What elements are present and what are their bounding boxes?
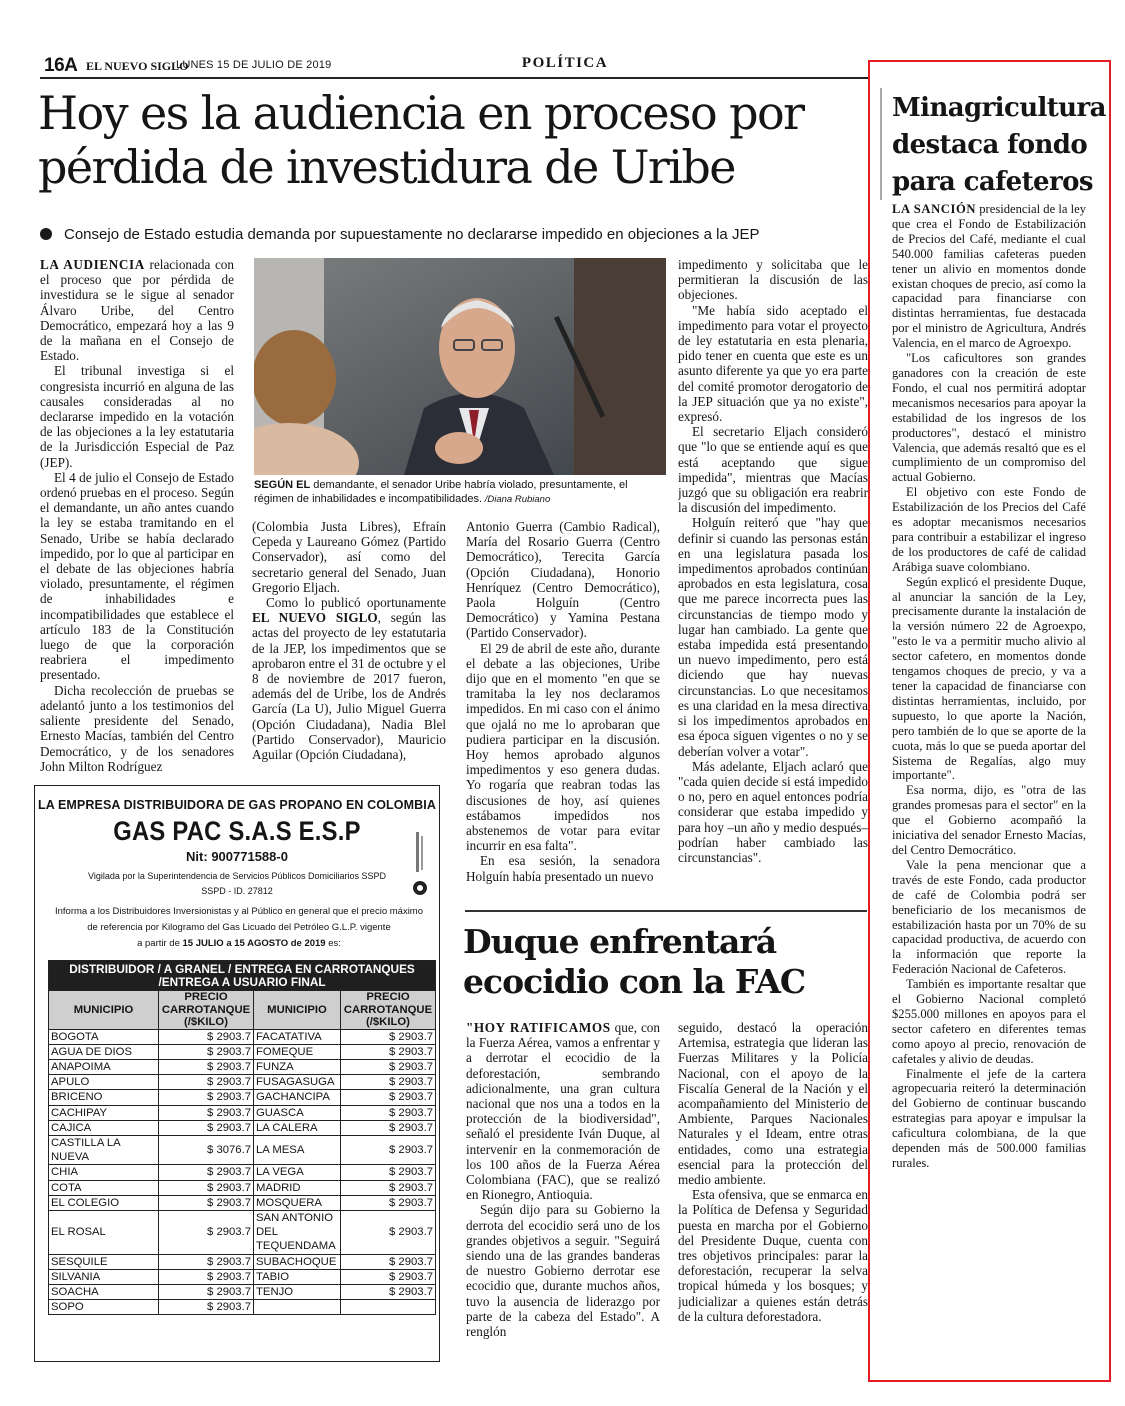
table-row: APULO $ 2903.7 FUSAGASUGA $ 2903.7: [49, 1075, 436, 1090]
article-paragraph: seguido, destacó la operación Artemisa, estrategia que lideran las Fuerzas Militares y la Policía Nacional, con el apoyo de la Fiscalía General de la Nación y el acompañamiento del Ministerio de Ambiente, Parques Nacionales Naturales y el Ideam, entre otras entidades, como una estrategia esencial para la protección del medio ambiente.: [678, 1020, 868, 1188]
article-paragraph: Antonio Guerra (Cambio Radical), María del Rosario Guerra (Centro Democrático), Terecita García (Opción Ciudadana), Honorio Henríquez (Centro Democrático), Paola Holguín (Centro Democrático) y Yamina Pestana (Partido Conservador).: [466, 519, 660, 641]
article-lead-word: LA AUDIENCIA: [40, 257, 145, 272]
table-row: SOPO $ 2903.7: [49, 1300, 436, 1315]
table-row: CACHIPAY $ 2903.7 GUASCA $ 2903.7: [49, 1105, 436, 1120]
article-paragraph: impedimento y solicitaba que le permitieran la discusión de las objeciones.: [678, 257, 868, 303]
page-number: 16A: [44, 55, 78, 76]
article-paragraph: "Me había sido aceptado el impedimento para votar el proyecto de ley estatutaria en esta plenaria, pido tener en cuenta que este es un asunto diferente ya que yo era parte del comité promotor derogatorio de la JEP situación que ya no existe", expresó.: [678, 302, 868, 425]
photo-caption: [254, 478, 666, 507]
senator-photo-illustration: [254, 258, 666, 475]
ad-nit: Nit: 900771588-0: [186, 849, 288, 864]
table-row: EL COLEGIO $ 2903.7 MOSQUERA $ 2903.7: [49, 1195, 436, 1210]
table-row: SOACHA $ 2903.7 TENJO $ 2903.7: [49, 1284, 436, 1299]
ad-sspd-id: SSPD - ID. 27812: [201, 886, 273, 896]
article-column-3: [466, 519, 660, 884]
table-row: SESQUILE $ 2903.7 SUBACHOQUE $ 2903.7: [49, 1254, 436, 1269]
table-row: BRICENO $ 2903.7 GACHANCIPA $ 2903.7: [49, 1090, 436, 1105]
masthead-rule: [40, 77, 868, 79]
article-paragraph: El tribunal investiga si el congresista incurrió en alguna de las causales consideradas al no declararse impedido en la votación de las objeciones a la ley estatutaria de la Jurisdicción Especial de Paz (JEP).: [40, 363, 234, 470]
article-column-2: [252, 519, 446, 762]
issue-date: LUNES 15 DE JULIO DE 2019: [176, 59, 332, 71]
photo-caption-text: demandante, el senador Uribe habría violado, presuntamente, el régimen de inhabilidades e incompatibilidades.: [254, 479, 628, 505]
article-paragraph: En esa sesión, la senadora Holguín había presentado un nuevo: [466, 853, 660, 884]
article-paragraph: Según explicó el presidente Duque, al anunciar la sanción de la Ley, precisamente durante la instalación de la versión número 22 de Agroexpo, "esto le va a permitir mucho alivio al sector cafetero, en momentos donde tengamos choques de precio, y va a tener la capacidad de financiarse con distintas herramientas, incluido, por supuesto, lo que aporte la Nación, pero también de lo que se aporte de la cuota, más lo que se pueda aportar del Sistema de Regalías, algo muy importante".: [892, 574, 1086, 783]
article-lead-word: "HOY RATIFICAMOS: [466, 1020, 611, 1035]
article-paragraph: El 4 de julio el Consejo de Estado ordenó pruebas en el proceso. Según el demandante, un año antes cuando la ley se estaba tramitando en el Senado, Uribe se había declarado impedido, por lo que al participar en el debate de las objeciones habría violado, presuntamente, el régimen de inhabilidades e incompatibilidades que establece el artículo 183 de la Constitución luego de que la corporación reabriera el impedimento presentado.: [40, 469, 234, 683]
article-paragraph: El 29 de abril de este año, durante el debate a las objeciones, Uribe dijo que en el momento "en que se tramitaba la ley nos declaramos impedidos. En mi caso con el ánimo que ojalá no me lo aprobaran que pudiera participar en la discusión. Hoy hemos aprobado algunos impedimentos y eso genera dudas. Yo rogaría que reabran todas las discusiones de hoy, así quienes estábamos impedidos nos abstenemos de votar para evitar incurrir en esa falta".: [466, 640, 660, 854]
article-paragraph: Como lo publicó oportunamente EL NUEVO SIGLO, según las actas del proyecto de ley estatutaria de la JEP, los impedimentos que se aprobaron entre el 31 de octubre y el 8 de noviembre de 2017 fueron, además del de Uribe, los de Andrés García (La U), Julio Miguel Guerra (Opción Ciudadana), Nadia Blel (Partido Conservador), Mauricio Aguilar (Opción Ciudadana),: [252, 595, 446, 763]
column-header-precio: PRECIO CARROTANQUE (/$KILO): [340, 991, 435, 1030]
sidebar-headline: Minagricultura destaca fondo para cafeteros: [892, 93, 1106, 197]
news-photo: [254, 258, 666, 475]
article-lead-word: LA SANCIÓN: [892, 202, 977, 216]
article-paragraph: Dicha recolección de pruebas se adelantó junto a los testimonios del saliente presidente del Senado, Ernesto Macías, también del Centro Democrático, y de los senadores John Milton Rodríguez: [40, 682, 234, 774]
table-row: CHIA $ 2903.7 LA VEGA $ 2903.7: [49, 1165, 436, 1180]
ad-validity-dates: 15 JULIO a 15 AGOSTO de 2019: [182, 938, 326, 949]
duque-column-2: [678, 1020, 868, 1362]
table-row: BOGOTA $ 2903.7 FACATATIVA $ 2903.7: [49, 1029, 436, 1044]
ad-intro: LA EMPRESA DISTRIBUIDORA DE GAS PROPANO EN COLOMBIA: [38, 798, 436, 812]
main-headline-line2: pérdida de investidura de Uribe: [38, 140, 735, 194]
column-header-precio: PRECIO CARROTANQUE (/$KILO): [159, 991, 254, 1030]
gas-price-table: [48, 960, 436, 1315]
story-divider: [465, 910, 867, 912]
ad-company-name: GAS PAC S.A.S E.S.P: [113, 816, 361, 846]
main-headline: [38, 86, 858, 194]
article-column-4: [678, 257, 868, 895]
superservicios-seal-icon: [408, 830, 432, 898]
article-paragraph: Holguín reiteró que "hay que definir si cuando las personas están en una legislatura pasada los impedimentos aprobados continúan aprobados en esta legislatura, cosa que me parece incorrecta pues las circunstancias de tiempo modo y lugar han cambiado. La gente que estaba impedida está presentando un nuevo impedimento, pero está diciendo que hay nuevas circunstancias. Lo que necesitamos es una claridad en la mesa directiva si los impedimentos aprobados en esa época siguen vigentes o no y se deberían volver a votar".: [678, 515, 868, 759]
article-paragraph: (Colombia Justa Libres), Efraín Cepeda y Laureano Gómez (Partido Conservador), así como del secretario general del Senado, Juan Gregorio Eljach.: [252, 519, 446, 595]
article-paragraph: LA SANCIÓN presidencial de la ley que crea el Fondo de Estabilización de Precios del Café, mediante el cual 540.000 familias cafeteras pueden tener un alivio en momentos donde existan choques de precio, así como la capacidad para financiarse con distintas herramientas, fue destacada por el ministro de Agricultura, Andrés Valencia, en el marco de Agroexpo.: [892, 202, 1086, 351]
article-paragraph: Finalmente el jefe de la cartera agropecuaria reiteró la determinación del Gobierno de continuar buscando estrategias para apoyar e impulsar la caficultura colombiana, de la que dependen más de 500.000 familias rurales.: [892, 1066, 1086, 1170]
photo-credit: /Diana Rubiano: [482, 494, 551, 505]
article-paragraph: También es importante resaltar que el Gobierno Nacional completó $255.000 millones en apoyos para el sector cafetero en diferentes temas como apoyo al precio, renovación de cafetales y alivio de deudas.: [892, 977, 1086, 1066]
article-paragraph: "Los caficultores son grandes ganadores con la creación de este Fondo, el cual nos permitirá adoptar mecanismos necesarios para apoyar la estabilidad de los ingresos de los productores", destacó el ministro Valencia, que además resaltó que es el cumplimiento de un compromiso del actual Gobierno.: [892, 351, 1086, 485]
duque-column-1: [466, 1020, 660, 1339]
table-row: EL ROSAL $ 2903.7 SAN ANTONIO DEL TEQUENDAMA $ 2903.7: [49, 1210, 436, 1254]
bullet-dot-icon: [40, 228, 52, 240]
article-column-1: [40, 257, 234, 774]
article-paragraph: El secretario Eljach consideró que "lo que se entiende aquí es que está aceptando que sigue impedida", mientras que Macías juzgó que su obligación era reabrir la discusión del impedimento.: [678, 424, 868, 516]
article-paragraph: Esa norma, dijo, es "otra de las grandes promesas para el sector" en la que el Gobierno acompañó la iniciativa del senador Ernesto Macías, del Centro Democrático.: [892, 783, 1086, 857]
table-row: COTA $ 2903.7 MADRID $ 2903.7: [49, 1180, 436, 1195]
table-row: CASTILLA LA NUEVA $ 3076.7 LA MESA $ 2903.7: [49, 1135, 436, 1164]
article-paragraph: Más adelante, Eljach aclaró que "cada quien decide si está impedido o no, pero en aquel entonces podría considerar que estaba impedido y para hoy –un año y medio después– podrían haber cambiado las circunstancias".: [678, 758, 868, 865]
photo-caption-lead: SEGÚN EL: [254, 479, 311, 491]
article-paragraph: LA AUDIENCIA relacionada con el proceso que por pérdida de investidura se le sigue al senador Álvaro Uribe, del Centro Democrático, empezará hoy a las 9 de la mañana en el Consejo de Estado.: [40, 257, 234, 364]
section-name: POLÍTICA: [521, 55, 609, 71]
main-subhead: [40, 225, 870, 245]
paper-name: EL NUEVO SIGLO: [86, 59, 189, 73]
article-paragraph: Esta ofensiva, que se enmarca en la Política de Defensa y Seguridad puesta en marcha por el Gobierno del Presidente Duque, cuenta con tres objetivos principales: parar la deforestación, recuperar la selva tropical húmeda y los bosques; y judicializar a quienes están detrás de la cultura deforestadora.: [678, 1187, 868, 1324]
table-row: AGUA DE DIOS $ 2903.7 FOMEQUE $ 2903.7: [49, 1044, 436, 1059]
article-paragraph: "HOY RATIFICAMOS que, con la Fuerza Aérea, vamos a enfrentar y a derrotar el ecocidio de la deforestación, sembrando adicionalmente, una gran cultura nacional que nos una a todos en la protección de la biodiversidad", señaló el presidente Iván Duque, al intervenir en la conmemoración de los 100 años de la Fuerza Aérea Colombiana (FAC), que se realizó en Rionegro, Antioquia.: [466, 1020, 660, 1203]
sidebar-rule: [880, 88, 882, 200]
column-header-municipio: MUNICIPIO: [49, 991, 159, 1030]
article-paragraph: Según dijo para su Gobierno la derrota del ecocidio será uno de los grandes objetivos a seguir. "Seguirá siendo una de las grandes banderas de nuestro Gobierno derrotar ese ecocidio que, durante muchos años, tuvo la ausencia de liderazgo por parte de la cabeza del Estado". A renglón: [466, 1202, 660, 1340]
main-subhead-text: Consejo de Estado estudia demanda por supuestamente no declararse impedido en objeciones a la JEP: [64, 226, 760, 243]
table-row: CAJICA $ 2903.7 LA CALERA $ 2903.7: [49, 1120, 436, 1135]
article-paragraph: Vale la pena mencionar que a través de este Fondo, cada productor de café de Colombia podrá ser beneficiario de los mecanismos de estabilización hasta por un 70% de su capacidad productiva, de acuerdo con la información que reporte la Federación Nacional de Cafeteros.: [892, 857, 1086, 977]
duque-headline: Duque enfrentará ecocidio con la FAC: [463, 922, 806, 1001]
article-paragraph: El objetivo con este Fondo de Estabilización de los Precios del Café es adoptar mecanismos necesarios para contribuir a estabilizar el ingreso de los productores de café de calidad Arábiga suave colombiano.: [892, 485, 1086, 574]
table-row: ANAPOIMA $ 2903.7 FUNZA $ 2903.7: [49, 1059, 436, 1074]
paper-name-inline: EL NUEVO SIGLO: [252, 610, 378, 626]
ad-notice: Informa a los Distribuidores Inversionistas y al Público en general que el precio máximo de referencia por Kilogramo del Gas Licuado del Petróleo G.L.P. vigente a partir de 15 JULIO a 15 AGOSTO de 2019 es:: [54, 906, 424, 949]
table-title: DISTRIBUIDOR / A GRANEL / ENTREGA EN CARROTANQUES /ENTREGA A USUARIO FINAL: [49, 961, 436, 991]
main-headline-line1: Hoy es la audiencia en proceso por: [38, 86, 804, 140]
ad-vigilada: Vigilada por la Superintendencia de Servicios Públicos Domiciliarios SSPD: [88, 871, 386, 881]
table-row: SILVANIA $ 2903.7 TABIO $ 2903.7: [49, 1269, 436, 1284]
sidebar-body: [892, 202, 1086, 1171]
column-header-municipio: MUNICIPIO: [254, 991, 341, 1030]
